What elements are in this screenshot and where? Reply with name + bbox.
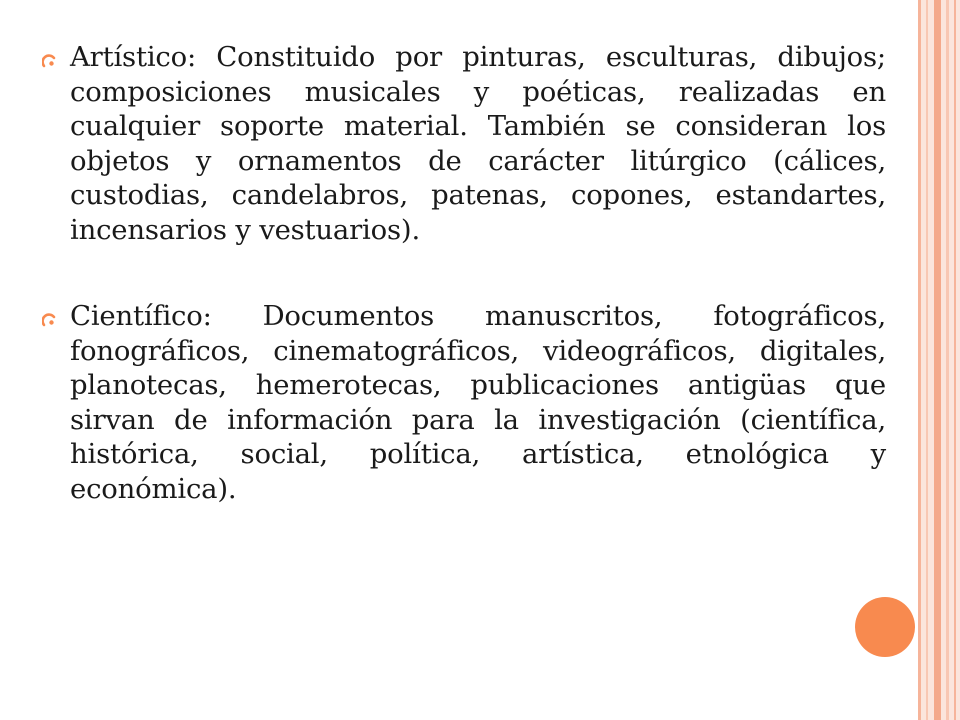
list-item-text: Científico: Documentos manuscritos, fotográficos, fonográficos, cinematográficos, videográficos, digitales, planotecas, hemerotecas, publicaciones antigüas que sirvan de información para la investigación (científica, histórica, social, política, artística, etnológica y económica). — [70, 300, 886, 505]
decorative-stripe — [926, 0, 928, 720]
orange-circle-decoration — [855, 597, 915, 657]
list-item — [42, 40, 886, 247]
orange-arc-bullet-icon — [42, 54, 56, 68]
decorative-stripe — [934, 0, 941, 720]
list-item — [42, 299, 886, 506]
decorative-stripe — [918, 0, 921, 720]
orange-arc-bullet-icon — [42, 313, 56, 327]
list-item-text: Artístico: Constituido por pinturas, esculturas, dibujos; composiciones musicales y poéticas, realizadas en cualquier soporte material. También se consideran los objetos y ornamentos de carácter litúrgico (cálices, custodias, candelabros, patenas, copones, estandartes, incensarios y vestuarios). — [70, 41, 886, 246]
decorative-stripe — [954, 0, 956, 720]
decorative-stripe — [946, 0, 949, 720]
bullet-list — [42, 40, 886, 506]
